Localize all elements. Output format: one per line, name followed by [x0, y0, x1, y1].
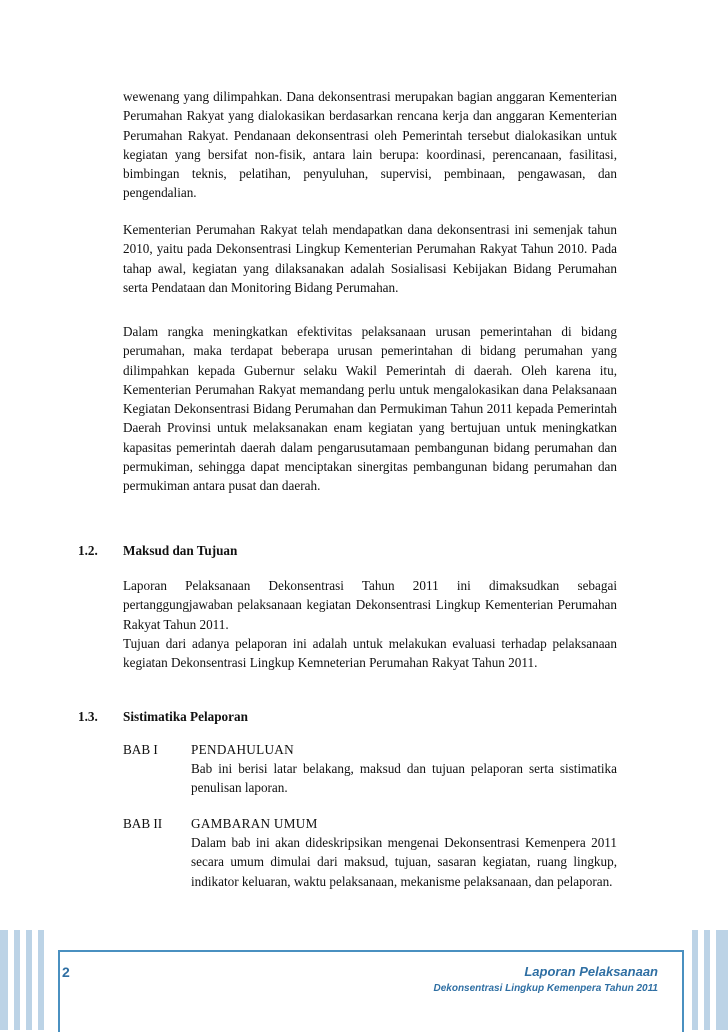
paragraph-tujuan: Tujuan dari adanya pelaporan ini adalah untuk melakukan evaluasi terhadap pelaksanaan kegiatan Dekonsentrasi Lingkup Kemneterian Perumahan Rakyat Tahun 2011. [123, 636, 617, 671]
section-title-sistimatika: Sistimatika Pelaporan [123, 709, 248, 724]
footer-stripe [716, 930, 728, 1030]
footer-stripe [14, 930, 20, 1030]
bab-description: Bab ini berisi latar belakang, maksud dan tujuan pelaporan serta sistimatika penulisan laporan. [191, 761, 617, 796]
footer-stripe [704, 930, 710, 1030]
footer-subtitle: Dekonsentrasi Lingkup Kemenpera Tahun 2011 [433, 983, 658, 994]
footer-stripe [0, 930, 8, 1030]
section-title-maksud-tujuan: Maksud dan Tujuan [123, 543, 238, 558]
footer-stripe [26, 930, 32, 1030]
bab-description: Dalam bab ini akan dideskripsikan mengenai Dekonsentrasi Kemenpera 2011 secara umum dimulai dari maksud, tujuan, sasaran kegiatan, ruang lingkup, indikator keluaran, waktu pelaksanaan, mekanisme pelaksanaan, dan pelaporan. [191, 835, 617, 889]
paragraph-efektivitas: Dalam rangka meningkatkan efektivitas pelaksanaan urusan pemerintahan di bidang perumahan, maka terdapat beberapa urusan pemerintahan di bidang perumahan yang dilimpahkan kepada Gubernur selaku Wakil Pemerintah di daerah. Oleh karena itu, Kementerian Perumahan Rakyat memandang perlu untuk mengalokasikan dana Pelaksanaan Kegiatan Dekonsentrasi Bidang Perumahan dan Permukiman Tahun 2011 kepada Pemerintah Daerah Provinsi untuk melaksanakan enam kegiatan yang bertujuan untuk meningkatkan kapasitas pemerintah daerah dalam pengarusutamaan pembangunan bidang perumahan dan permukiman, sehingga dapat menciptakan sinergitas pembangunan bidang perumahan dan permukiman antara pusat dan daerah. [123, 324, 617, 494]
paragraph-dana-dekonsentrasi: wewenang yang dilimpahkan. Dana dekonsentrasi merupakan bagian anggaran Kementerian Perumahan Rakyat yang dialokasikan berdasarkan rencana kerja dan anggaran Kementerian Perumahan Rakyat. Pendanaan dekonsentrasi oleh Pemerintah tersebut dialokasikan untuk kegiatan yang bersifat non-fisik, antara lain berupa: koordinasi, perencanaan, fasilitasi, bimbingan teknis, pelatihan, penyuluhan, supervisi, pembinaan, pengawasan, dan pengendalian. [123, 89, 617, 201]
footer-stripe [38, 930, 44, 1030]
bab-code: BAB II [123, 816, 163, 831]
bab-title: GAMBARAN UMUM [191, 816, 318, 831]
footer-title: Laporan Pelaksanaan [524, 964, 658, 979]
paragraph-maksud: Laporan Pelaksanaan Dekonsentrasi Tahun 2011 ini dimaksudkan sebagai pertanggungjawaban pelaksanaan kegiatan Dekonsentrasi Lingkup Kementerian Perumahan Rakyat Tahun 2011. [123, 578, 617, 632]
bab-title: PENDAHULUAN [191, 742, 294, 757]
bab-code: BAB I [123, 742, 158, 757]
section-number-1-2: 1.2. [78, 543, 98, 558]
paragraph-kementerian-dana: Kementerian Perumahan Rakyat telah mendapatkan dana dekonsentrasi ini semenjak tahun 2010, yaitu pada Dekonsentrasi Lingkup Kementerian Perumahan Rakyat Tahun 2010. Pada tahap awal, kegiatan yang dilaksanakan adalah Sosialisasi Kebijakan Bidang Perumahan serta Pendataan dan Monitoring Bidang Perumahan. [123, 222, 617, 295]
section-number-1-3: 1.3. [78, 709, 98, 724]
page-number: 2 [62, 964, 70, 980]
footer-stripe [692, 930, 698, 1030]
